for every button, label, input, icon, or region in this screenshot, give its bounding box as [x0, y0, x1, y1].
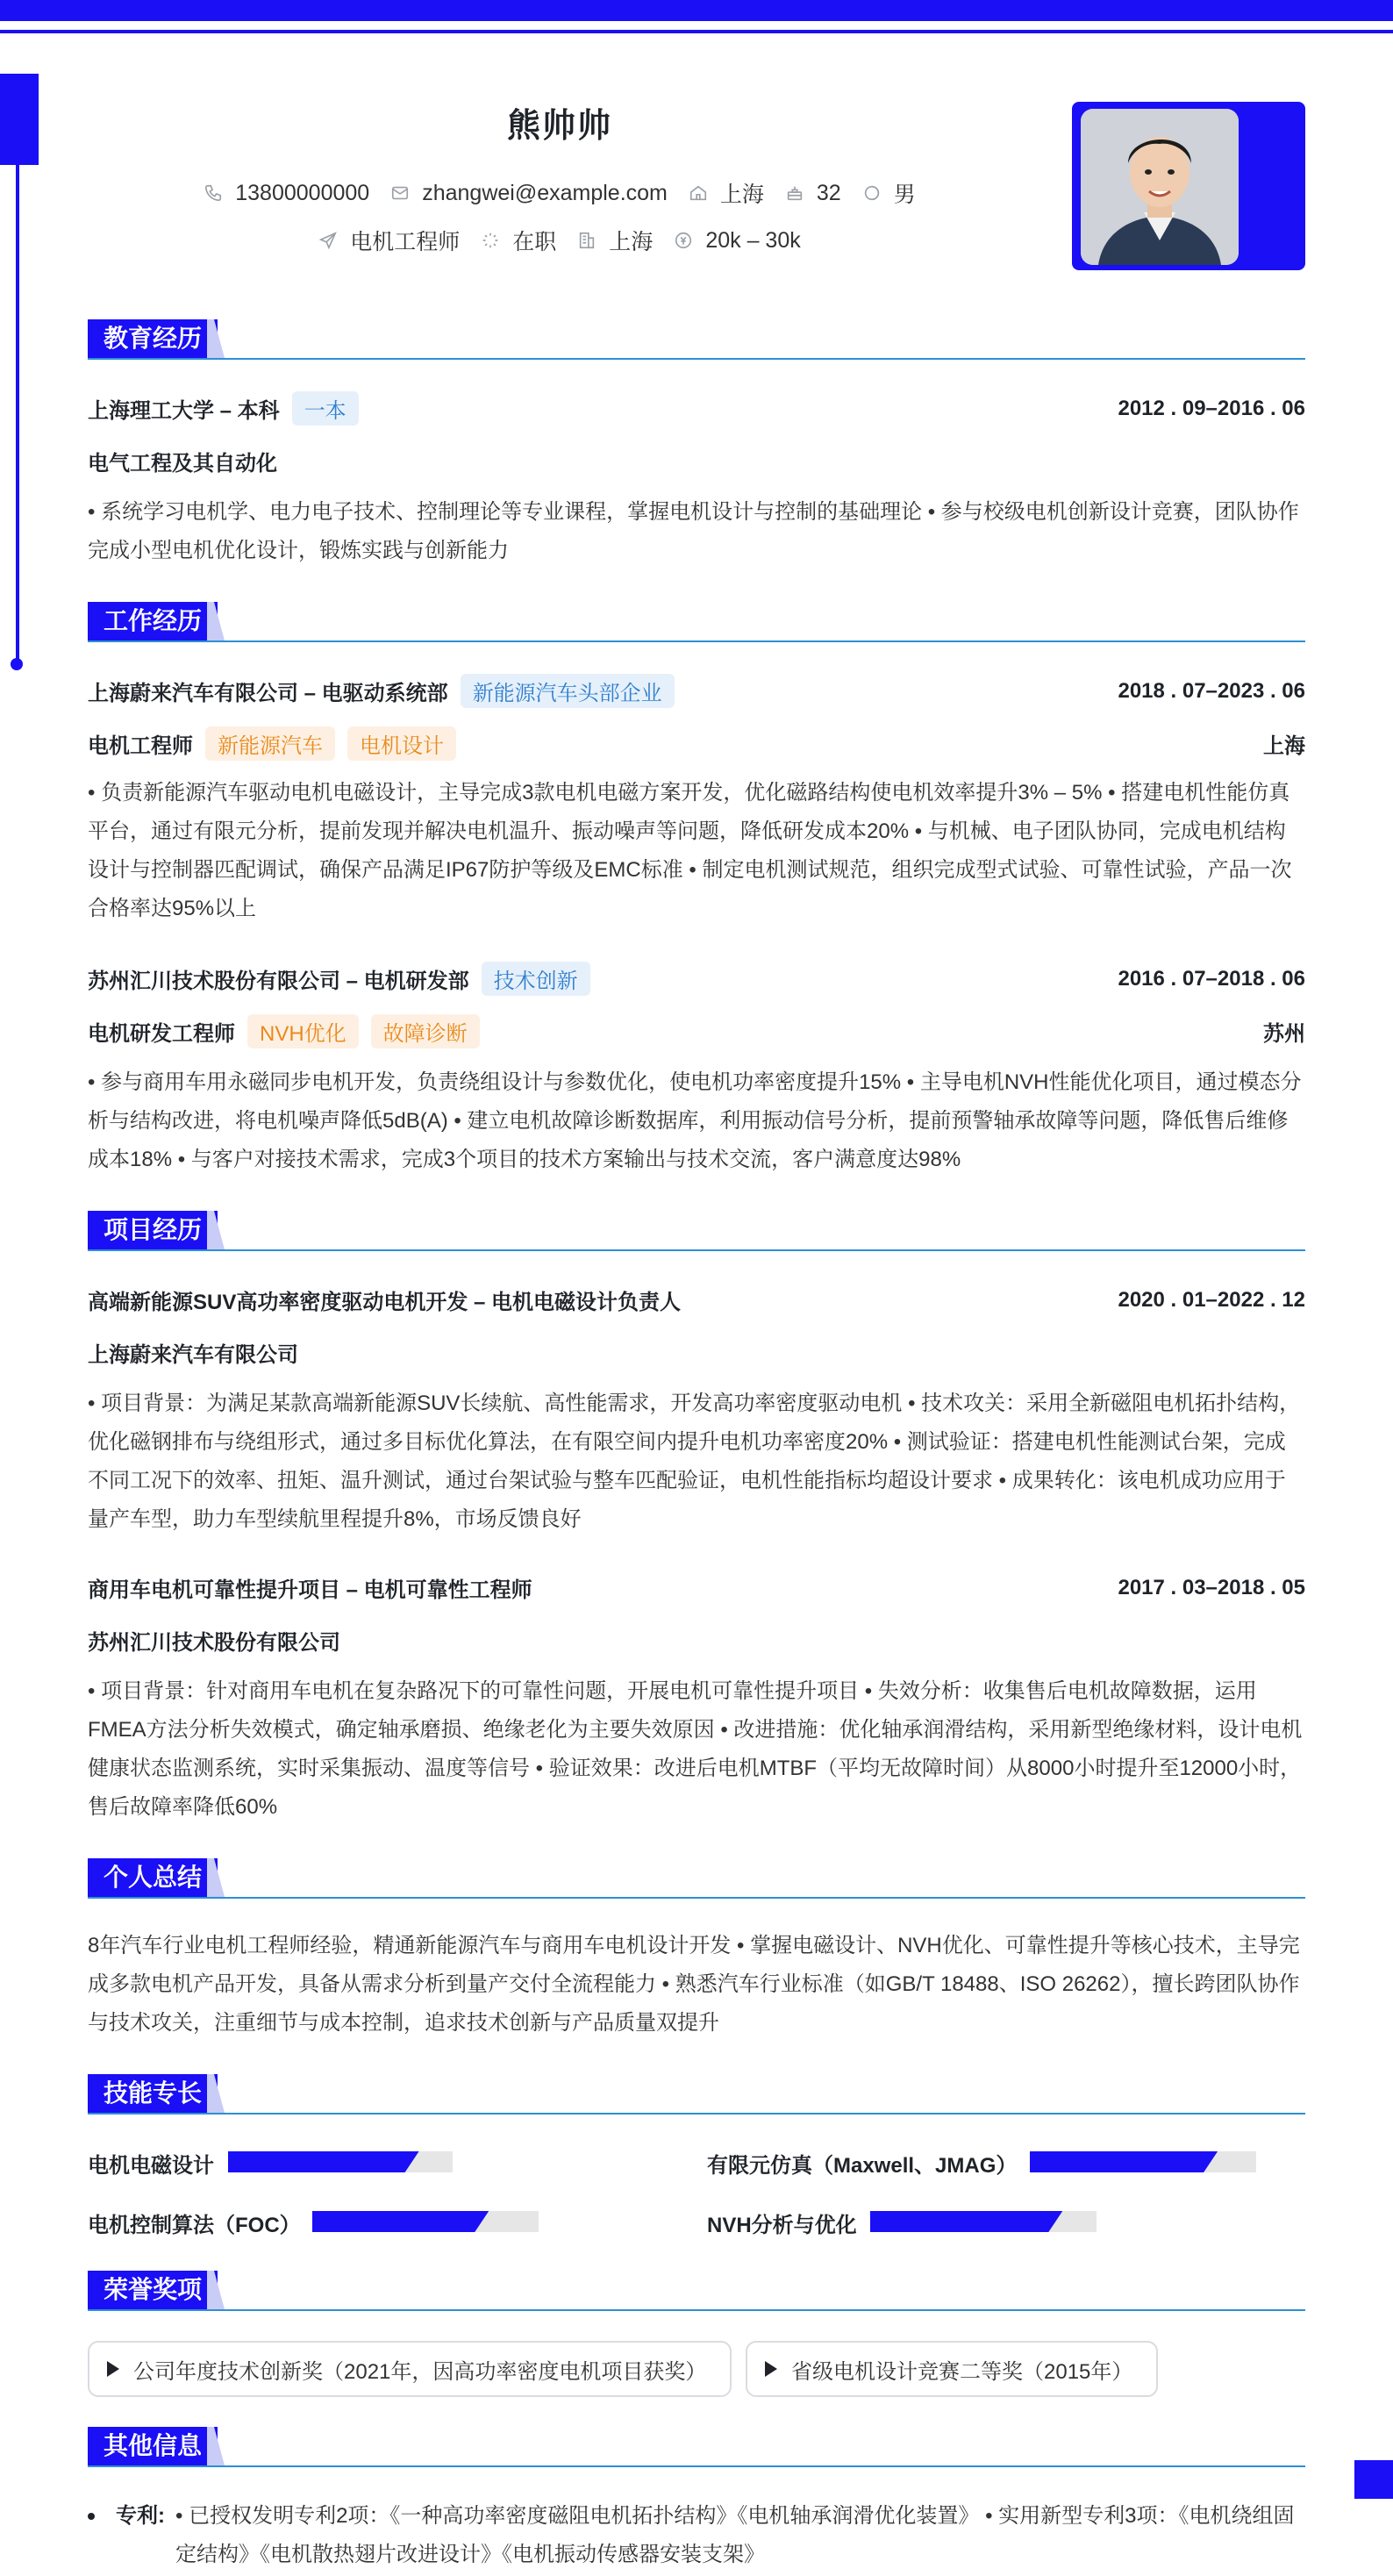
project-dates: 2020 . 01–2022 . 12: [1118, 1287, 1305, 1312]
work-location: 上海: [1263, 734, 1305, 758]
work-header: [88, 674, 1305, 708]
honor-item: [746, 2341, 1158, 2397]
email-text: zhangwei@example.com: [422, 180, 668, 205]
section-education: [88, 319, 1305, 360]
skill-bar: [228, 2151, 453, 2172]
work-role-row: [88, 1014, 1305, 1048]
contact-row: [0, 177, 1119, 209]
section-rule: [88, 2309, 1305, 2311]
loading-icon: [481, 231, 500, 250]
section-rule: [88, 640, 1305, 642]
job-title-info: [318, 225, 460, 256]
right-accent-block: [1354, 2460, 1393, 2499]
section-summary: [88, 1858, 1305, 1899]
section-rule: [88, 2465, 1305, 2467]
company-name: 苏州汇川技术股份有限公司 – 电机研发部: [88, 970, 469, 993]
section-work: [88, 602, 1305, 642]
work-dates: 2016 . 07–2018 . 06: [1118, 966, 1305, 991]
status-info: [481, 225, 556, 256]
job-title-text: 电机工程师: [350, 230, 461, 254]
skill-name: 电机控制算法（FOC）: [88, 2214, 301, 2237]
company-name: 上海蔚来汽车有限公司 – 电驱动系统部: [88, 682, 448, 705]
profile-photo: [1081, 109, 1239, 265]
age-info: [785, 181, 841, 206]
project-header: [88, 1284, 1305, 1315]
skill-bar: [1030, 2151, 1256, 2172]
section-rule: [88, 1897, 1305, 1899]
project-company-row: [88, 1625, 1305, 1656]
work-role-row: [88, 726, 1305, 761]
summary-text: 8年汽车行业电机工程师经验，精通新能源汽车与商用车电机设计开发 • 掌握电磁设计、NVH优化、可靠性提升等核心技术，主导完成多款电机产品开发，具备从需求分析到量产交付全流程能力 • 熟悉汽车行业标准（如GB/T 18488、ISO 26262），擅长跨团队协作与技术攻关，注重细节与成本控制，追求技术创新与产品质量双提升: [88, 1934, 1300, 2035]
gender-text: 男: [893, 182, 916, 207]
project-dates: 2017 . 03–2018 . 05: [1118, 1575, 1305, 1599]
skill-bar-fill: [312, 2211, 489, 2232]
gender-info: [862, 177, 916, 209]
other-label: 专利:: [116, 2504, 165, 2528]
coin-icon: [674, 231, 693, 250]
status-text: 在职: [512, 230, 557, 254]
section-honors: [88, 2271, 1305, 2311]
education-desc: • 系统学习电机学、电力电子技术、控制理论等专业课程，掌握电机设计与控制的基础理论 • 参与校级电机创新设计竞赛，团队协作完成小型电机优化设计，锻炼实践与创新能力: [88, 500, 1299, 562]
skill-bar: [870, 2211, 1097, 2232]
school-tag: 一本: [292, 391, 359, 426]
section-rule: [88, 2113, 1305, 2114]
salary-info: [674, 228, 800, 254]
left-accent-dot: [11, 658, 23, 670]
section-title: 项目经历: [88, 1211, 218, 1249]
honor-text: 公司年度技术创新奖（2021年，因高功率密度电机项目获奖）: [133, 2359, 707, 2384]
skill-bar-fill: [870, 2211, 1062, 2232]
phone-icon: [204, 183, 223, 203]
section-other: [88, 2427, 1305, 2467]
play-triangle-icon: [765, 2361, 777, 2377]
role-title: 电机研发工程师: [88, 1022, 235, 1046]
section-title: 技能专长: [88, 2074, 218, 2113]
play-triangle-icon: [107, 2361, 119, 2377]
skill-bar-fill: [1030, 2151, 1218, 2172]
email-info: [390, 181, 668, 206]
phone-text: 13800000000: [235, 180, 370, 205]
section-title: 教育经历: [88, 319, 218, 358]
skill-bar: [312, 2211, 539, 2232]
skill-name: 电机电磁设计: [88, 2154, 214, 2178]
hometown-text: 上海: [719, 182, 764, 207]
job-row: [0, 225, 1119, 256]
work-header: [88, 962, 1305, 996]
phone-info: [204, 181, 369, 206]
home-icon: [689, 183, 708, 203]
project-title: 商用车电机可靠性提升项目 – 电机可靠性工程师: [88, 1578, 532, 1602]
skill-name: NVH分析与优化: [707, 2214, 857, 2237]
role-tag: 电机设计: [347, 726, 456, 761]
section-rule: [88, 1249, 1305, 1251]
work-dates: 2018 . 07–2023 . 06: [1118, 678, 1305, 703]
section-projects: [88, 1211, 1305, 1251]
section-skills: [88, 2074, 1305, 2114]
company-tag: 技术创新: [482, 962, 590, 996]
cake-icon: [785, 183, 804, 203]
section-rule: [88, 358, 1305, 360]
major-row: [88, 446, 1305, 476]
candidate-name: 熊帅帅: [506, 108, 612, 145]
education-header: [88, 391, 1305, 426]
age-text: 32: [816, 180, 841, 205]
section-title: 其他信息: [88, 2427, 218, 2465]
work-desc: • 参与商用车用永磁同步电机开发，负责绕组设计与参数优化，使电机功率密度提升15% • 主导电机NVH性能优化项目，通过模态分析与结构改进，将电机噪声降低5dB(A) • 建立电机故障诊断数据库，利用振动信号分析，提前预警轴承故障等问题，降低售后维修成本18% • 与客户对接技术需求，完成3个项目的技术方案输出与技术交流，客户满意度达98%: [88, 1070, 1302, 1171]
mail-icon: [390, 183, 410, 203]
school-name: 上海理工大学 – 本科: [88, 399, 280, 423]
gender-icon: [862, 183, 882, 203]
send-icon: [318, 231, 338, 250]
hometown-info: [689, 177, 764, 209]
honor-item: [88, 2341, 732, 2397]
company-tag: 新能源汽车头部企业: [461, 674, 675, 708]
skill-bar-fill: [228, 2151, 419, 2172]
role-tag: NVH优化: [247, 1014, 359, 1048]
top-accent-line: [0, 30, 1393, 33]
bullet-dot: [88, 2513, 95, 2520]
project-company: 苏州汇川技术股份有限公司: [88, 1631, 340, 1655]
top-accent-bar: [0, 0, 1393, 21]
city-info: [577, 225, 653, 256]
salary-text: 20k – 30k: [705, 227, 801, 253]
major: 电气工程及其自动化: [88, 452, 277, 476]
role-title: 电机工程师: [88, 734, 193, 758]
project-company-row: [88, 1337, 1305, 1368]
project-company: 上海蔚来汽车有限公司: [88, 1343, 298, 1367]
building-icon: [577, 231, 596, 250]
city-text: 上海: [609, 230, 654, 254]
project-title: 高端新能源SUV高功率密度驱动电机开发 – 电机电磁设计负责人: [88, 1291, 682, 1314]
project-desc: • 项目背景：针对商用车电机在复杂路况下的可靠性问题，开展电机可靠性提升项目 • 失效分析：收集售后电机故障数据，运用FMEA方法分析失效模式，确定轴承磨损、绝缘老化为主要失效原因 • 改进措施：优化轴承润滑结构，采用新型绝缘材料，设计电机健康状态监测系统，实时采集振动、温度等信号 • 验证效果：改进后电机MTBF（平均无故障时间）从8000小时提升至12000小时，售后故障率降低60%: [88, 1679, 1303, 1819]
project-header: [88, 1572, 1305, 1603]
work-location: 苏州: [1263, 1022, 1305, 1046]
role-tag: 新能源汽车: [205, 726, 335, 761]
other-text: • 已授权发明专利2项：《一种高功率密度磁阻电机拓扑结构》《电机轴承润滑优化装置》 • 实用新型专利3项：《电机绕组固定结构》《电机散热翅片改进设计》《电机振动传感器安装支架》: [175, 2504, 1295, 2566]
role-tag: 故障诊断: [371, 1014, 480, 1048]
work-desc: • 负责新能源汽车驱动电机电磁设计，主导完成3款电机电磁方案开发，优化磁路结构使电机效率提升3% – 5% • 搭建电机性能仿真平台，通过有限元分析，提前发现并解决电机温升、振动噪声等问题，降低研发成本20% • 与机械、电子团队协同，完成电机结构设计与控制器匹配调试，确保产品满足IP67防护等级及EMC标准 • 制定电机测试规范，组织完成型式试验、可靠性试验，产品一次合格率达95%以上: [88, 781, 1292, 920]
section-title: 工作经历: [88, 602, 218, 640]
education-dates: 2012 . 09–2016 . 06: [1118, 396, 1305, 420]
section-title: 个人总结: [88, 1858, 218, 1897]
skill-name: 有限元仿真（Maxwell、JMAG）: [707, 2154, 1018, 2178]
honor-text: 省级电机设计竞赛二等奖（2015年）: [791, 2359, 1133, 2384]
project-desc: • 项目背景：为满足某款高端新能源SUV长续航、高性能需求，开发高功率密度驱动电机 • 技术攻关：采用全新磁阻电机拓扑结构，优化磁钢排布与绕组形式，通过多目标优化算法，在有限空间内提升电机功率密度20% • 测试验证：搭建电机性能测试台架，完成不同工况下的效率、扭矩、温升测试，通过台架试验与整车匹配验证，电机性能指标均超设计要求 • 成果转化：该电机成功应用于量产车型，助力车型续航里程提升8%，市场反馈良好: [88, 1392, 1301, 1531]
section-title: 荣誉奖项: [88, 2271, 218, 2309]
